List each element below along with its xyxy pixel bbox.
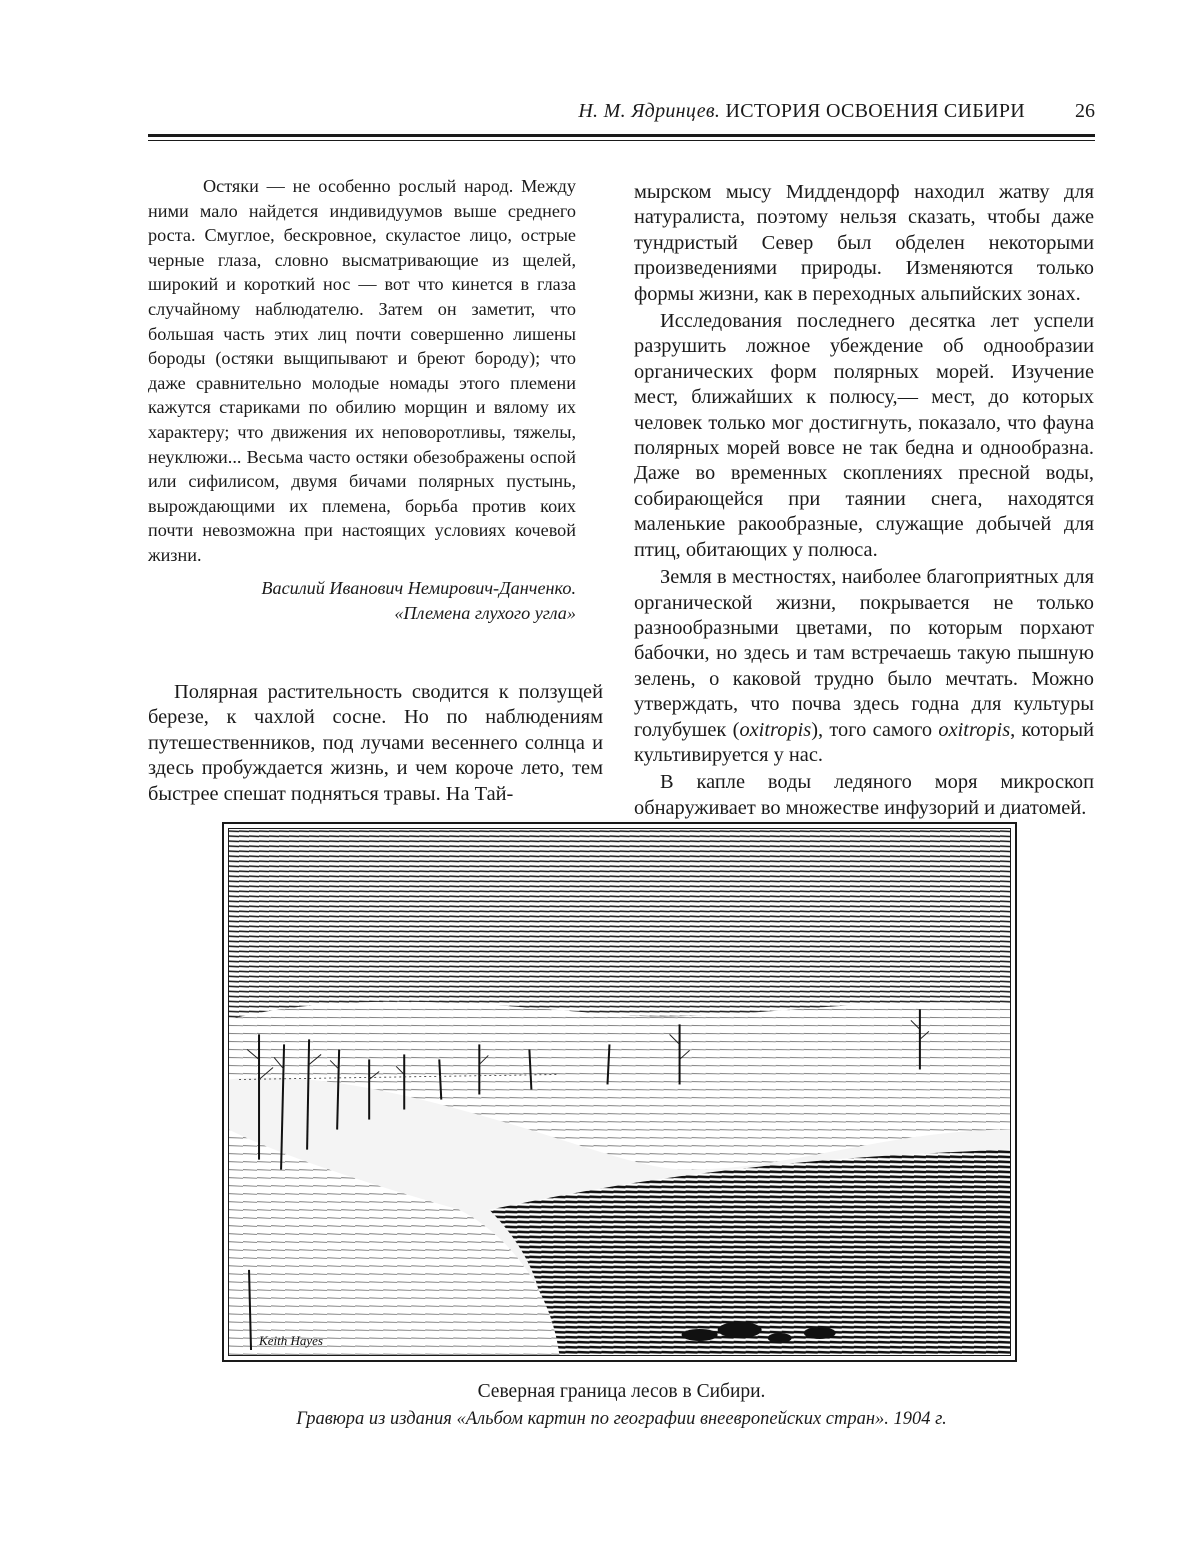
left-column-body	[148, 680, 603, 807]
epigraph-author: Василий Иванович Немирович-Данченко.	[261, 577, 576, 598]
epigraph-attribution	[148, 576, 576, 626]
caption-source: Гравюра из издания «Альбом картин по географии внеевропейских стран». 1904 г.	[296, 1409, 947, 1429]
paragraph: В капле воды ледяного моря микроскоп обнаруживает во множестве инфузорий и диатомей.	[634, 771, 1094, 819]
running-title	[148, 100, 1025, 123]
header-author: Н. М. Ядринцев.	[578, 100, 721, 122]
engraving-figure	[222, 822, 1017, 1362]
epigraph-source: «Племена глухого угла»	[394, 602, 576, 623]
engraving-landscape-icon	[229, 829, 1010, 1355]
epigraph	[148, 174, 576, 626]
paragraph-continuation: мырском мысу Миддендорф находил жатву для натуралиста, поэтому нельзя сказать, чтобы даже тундристый Север был обделен некоторыми произведениями природы. Изменяются только формы жизни, как в переходных альпийских зонах.	[634, 181, 1094, 305]
paragraph-oxitropis: Земля в местностях, наиболее благоприятных для органической жизни, покрывается не только разнообразными цветами, по которым порхают бабочки, но здесь и там встречаешь такую пышную зелень, о каковой трудно было мечтать. Можно утверждать, что почва здесь годна для культуры голубушек (oxitropis), того самого oxitropis, который культивируется у нас.	[634, 566, 1094, 766]
header-rule	[148, 134, 1095, 137]
engraving-signature: Keith Hayes	[259, 1332, 324, 1348]
epigraph-text: Остяки — не особенно рослый народ. Между ними мало найдется индивидуумов выше среднего роста. Смуглое, бескровное, скуластое лицо, острые черные глаза, словно высматривающие из щелей, широкий и короткий нос — вот что кинется в глаза случайному наблюдателю. Затем он заметит, что большая часть этих лиц почти совершенно лишены бороды (остяки выщипывают и бреют бороду); что даже сравнительно молодые номады этого племени кажутся стариками по обилию морщин и вялому их характеру; что движения их неповоротливы, тяжелы, неуклюжи... Весьма часто остяки обезображены оспой или сифилисом, двумя бичами полярных пустынь, вырождающими их племена, борьба против коих почти невозможна при настоящих условиях кочевой жизни.	[148, 176, 576, 565]
running-header	[148, 100, 1095, 134]
header-rule-thin	[148, 140, 1095, 141]
right-column-body	[634, 180, 1094, 821]
figure-caption	[148, 1378, 1095, 1432]
page-number: 26	[1075, 100, 1095, 122]
paragraph: Исследования последнего десятка лет успели разрушить ложное убеждение об однообразии органических форм полярных морей. Изучение мест, ближайших к полюсу,— мест, до которых человек только мог достигнуть, показало, что фауна полярных морей вовсе не так бедна и однообразна. Даже во временных скоплениях пресной воды, собирающейся при таянии снега, находятся маленькие ракообразные, служащие добычей для птиц, обитающих у полюса.	[634, 310, 1094, 561]
paragraph: Полярная растительность сводится к ползущей березе, к чахлой сосне. Но по наблюдениям путешественников, под лучами весеннего солнца и здесь пробуждается жизнь, и чем короче лето, тем быстрее спешат подняться травы. На Тай-	[148, 681, 603, 805]
caption-title: Северная граница лесов в Сибири.	[477, 1381, 766, 1402]
header-book-title: ИСТОРИЯ ОСВОЕНИЯ СИБИРИ	[725, 100, 1025, 122]
